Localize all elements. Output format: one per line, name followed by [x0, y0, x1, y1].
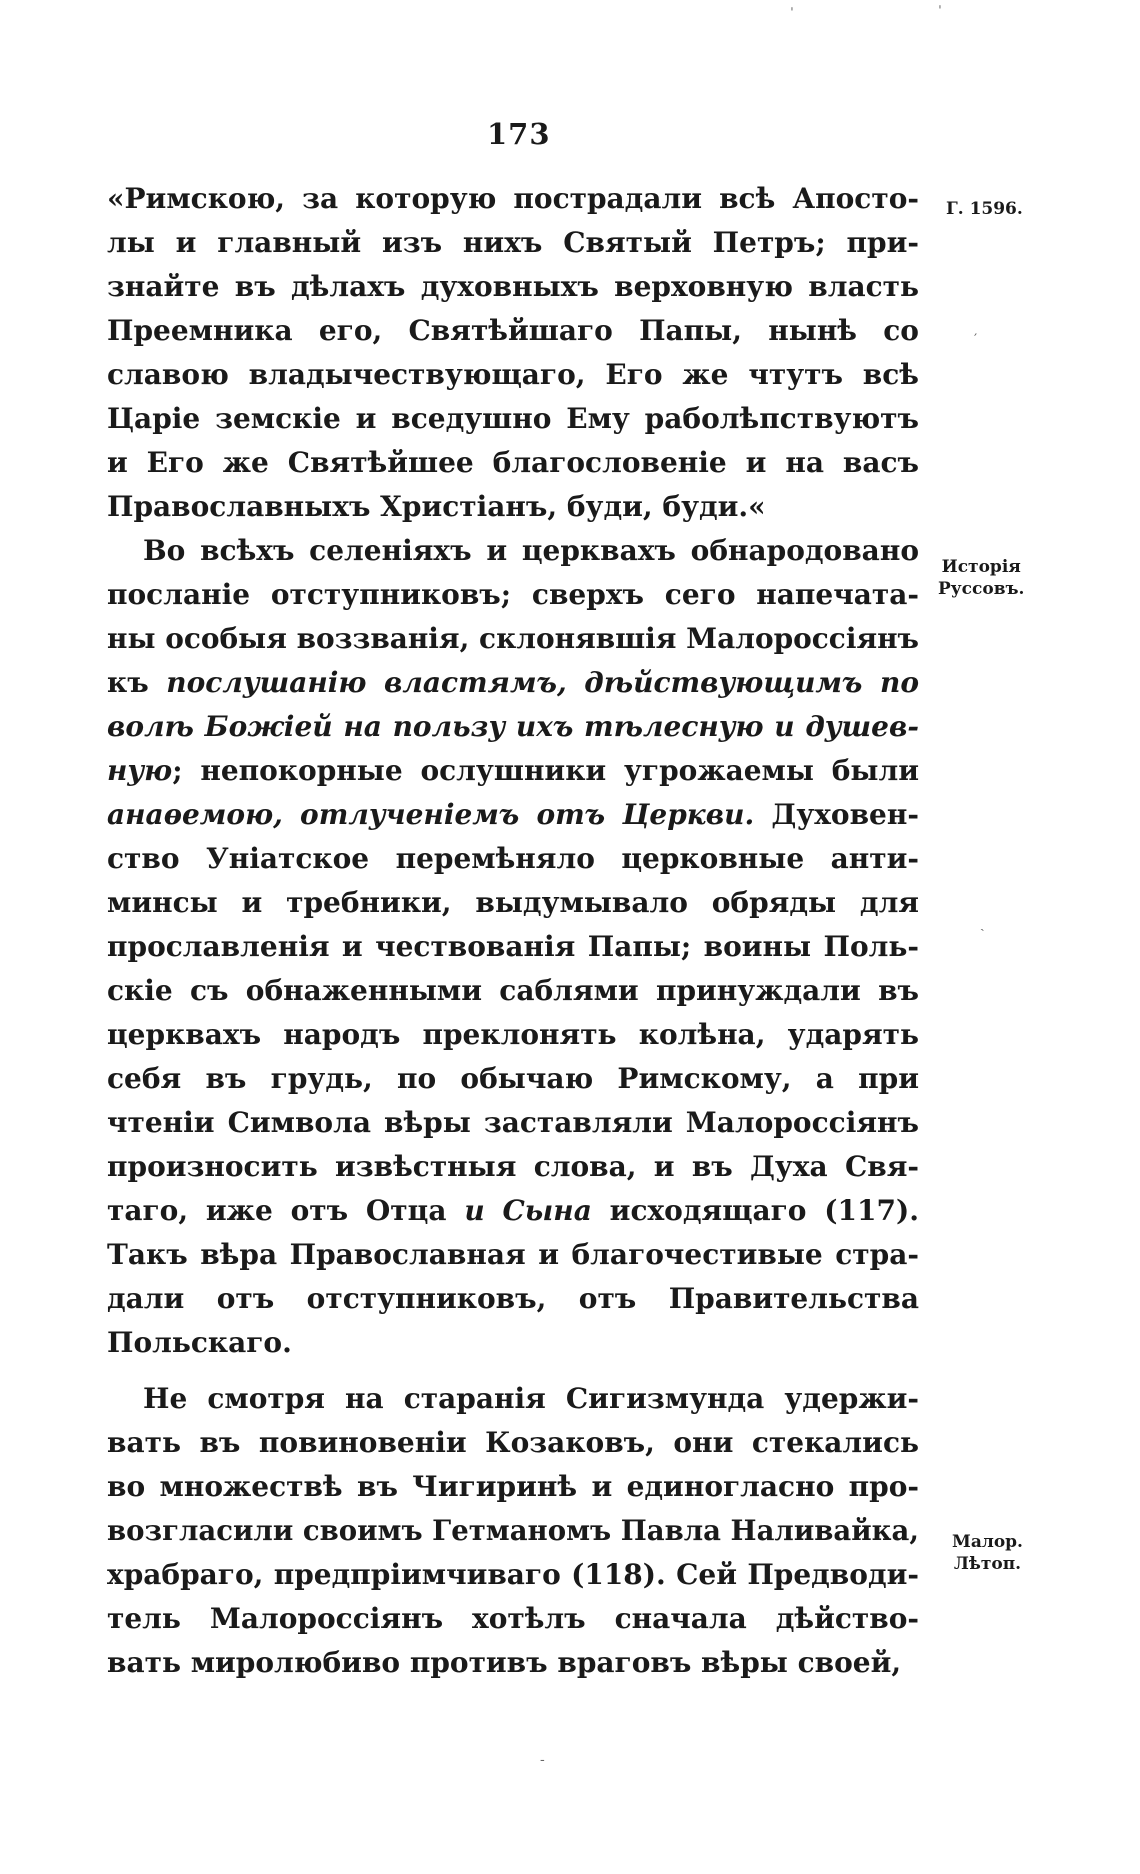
- text-line: [143, 1382, 919, 1416]
- text-line: [107, 710, 919, 744]
- text-segment: произносить извѣстныя слова, и въ Духа Свя-: [107, 1150, 919, 1183]
- text-line: [107, 1062, 919, 1096]
- text-segment: Царіе земскіе и вседушно Ему раболѣпствуютъ: [107, 402, 919, 435]
- text-segment: храбраго, предпріимчиваго (118). Сей Предводи-: [107, 1558, 919, 1591]
- text-segment: прославленія и чествованія Папы; воины Поль-: [107, 930, 919, 963]
- text-segment: лы и главный изъ нихъ Святый Петръ; при-: [107, 226, 919, 259]
- text-line: [143, 534, 919, 568]
- italic-text-segment: ную: [107, 754, 173, 787]
- text-line: [107, 842, 919, 876]
- text-segment: «Римскою, за которую пострадали всѣ Апосто-: [107, 182, 919, 215]
- text-line: [107, 622, 919, 656]
- scan-speck: ˈ: [790, 6, 794, 22]
- text-segment: минсы и требники, выдумывало обряды для: [107, 886, 919, 919]
- text-line: [107, 1238, 919, 1272]
- text-line: [107, 1558, 919, 1592]
- text-line: [107, 1282, 919, 1316]
- text-line: [107, 1150, 919, 1184]
- text-segment: тель Малороссіянъ хотѣлъ сначала дѣйство-: [107, 1602, 919, 1635]
- text-line: [107, 490, 766, 524]
- italic-text-segment: и Сына: [464, 1194, 592, 1227]
- margin-note-source-chronicle: [952, 1531, 1023, 1575]
- margin-note-year-text: Г. 1596.: [946, 199, 1023, 219]
- scan-speck: ′: [974, 332, 978, 348]
- text-segment: церквахъ народъ преклонять колѣна, ударять: [107, 1018, 919, 1051]
- text-line: [107, 270, 919, 304]
- text-line: [107, 754, 919, 788]
- text-line: [107, 446, 919, 480]
- text-line: [107, 1514, 919, 1548]
- text-segment: во множествѣ въ Чигиринѣ и единогласно про-: [107, 1470, 919, 1503]
- text-segment: себя въ грудь, по обычаю Римскому, а при: [107, 1062, 919, 1095]
- text-line: [107, 798, 919, 832]
- margin-note-source-history-line1: Исторія: [941, 557, 1021, 577]
- text-segment: Православныхъ Христіанъ, буди, буди.«: [107, 490, 766, 523]
- text-segment: ство Уніатское перемѣняло церковные анти-: [107, 842, 919, 875]
- text-segment: знайте въ дѣлахъ духовныхъ верховную власть: [107, 270, 919, 303]
- text-segment: скіе съ обнаженными саблями принуждали въ: [107, 974, 919, 1007]
- page-number: 173: [487, 117, 551, 151]
- italic-text-segment: послушанію властямъ, дѣйствующимъ по: [166, 666, 919, 699]
- text-line: [107, 182, 919, 216]
- italic-text-segment: волѣ Божіей на пользу ихъ тѣлесную и душев-: [107, 710, 919, 743]
- text-line: [107, 1018, 919, 1052]
- text-line: [107, 974, 919, 1008]
- text-line: [107, 1426, 919, 1460]
- text-segment: Во всѣхъ селеніяхъ и церквахъ обнародовано: [143, 534, 919, 567]
- text-segment: возгласили своимъ Гетманомъ Павла Наливайка,: [107, 1514, 919, 1547]
- text-segment: къ: [107, 666, 167, 699]
- text-segment: ; непокорные ослушники угрожаемы были: [172, 754, 919, 787]
- italic-text-segment: анаѳемою, отлученіемъ отъ Церкви.: [107, 798, 755, 831]
- text-segment: Преемника его, Святѣйшаго Папы, нынѣ со: [107, 314, 919, 347]
- text-segment: вать миролюбиво противъ враговъ вѣры своей,: [107, 1646, 902, 1679]
- text-segment: Польскаго.: [107, 1326, 292, 1359]
- text-line: [107, 886, 919, 920]
- text-line: [107, 402, 919, 436]
- margin-note-source-chronicle-line1: Малор.: [952, 1532, 1023, 1552]
- margin-note-source-history: [938, 556, 1024, 600]
- text-line: [107, 226, 919, 260]
- text-line: [107, 314, 919, 348]
- text-line: [107, 1646, 901, 1680]
- text-line: [107, 1602, 919, 1636]
- text-segment: Такъ вѣра Православная и благочестивые стра-: [107, 1238, 919, 1271]
- margin-note-source-history-line2: Руссовъ.: [938, 579, 1025, 599]
- text-line: [107, 1194, 919, 1228]
- text-line: [107, 358, 919, 392]
- scan-speck: -: [540, 1752, 545, 1768]
- text-line: [107, 1326, 292, 1360]
- margin-note-year: [946, 198, 1023, 220]
- text-line: [107, 1106, 919, 1140]
- text-segment: таго, иже отъ Отца: [107, 1194, 465, 1227]
- text-segment: вать въ повиновеніи Козаковъ, они стекались: [107, 1426, 919, 1459]
- text-segment: Духовен-: [754, 798, 919, 831]
- scan-speck: ˎ: [980, 916, 985, 932]
- text-line: [107, 930, 919, 964]
- text-segment: исходящаго (117).: [591, 1194, 919, 1227]
- text-segment: дали отъ отступниковъ, отъ Правительства: [107, 1282, 919, 1315]
- text-line: [107, 578, 919, 612]
- text-segment: славою владычествующаго, Его же чтутъ всѣ: [107, 358, 919, 391]
- text-segment: Не смотря на старанія Сигизмунда удержи-: [143, 1382, 919, 1415]
- text-line: [107, 666, 919, 700]
- text-line: [107, 1470, 919, 1504]
- text-segment: посланіе отступниковъ; сверхъ сего напечата-: [107, 578, 919, 611]
- text-segment: ны особыя воззванія, склонявшія Малороссіянъ: [107, 622, 919, 655]
- text-segment: и Его же Святѣйшее благословеніе и на васъ: [107, 446, 919, 479]
- scan-speck: ˈ: [938, 4, 942, 20]
- text-segment: чтеніи Символа вѣры заставляли Малороссіянъ: [107, 1106, 919, 1139]
- margin-note-source-chronicle-line2: Лѣтоп.: [953, 1554, 1022, 1574]
